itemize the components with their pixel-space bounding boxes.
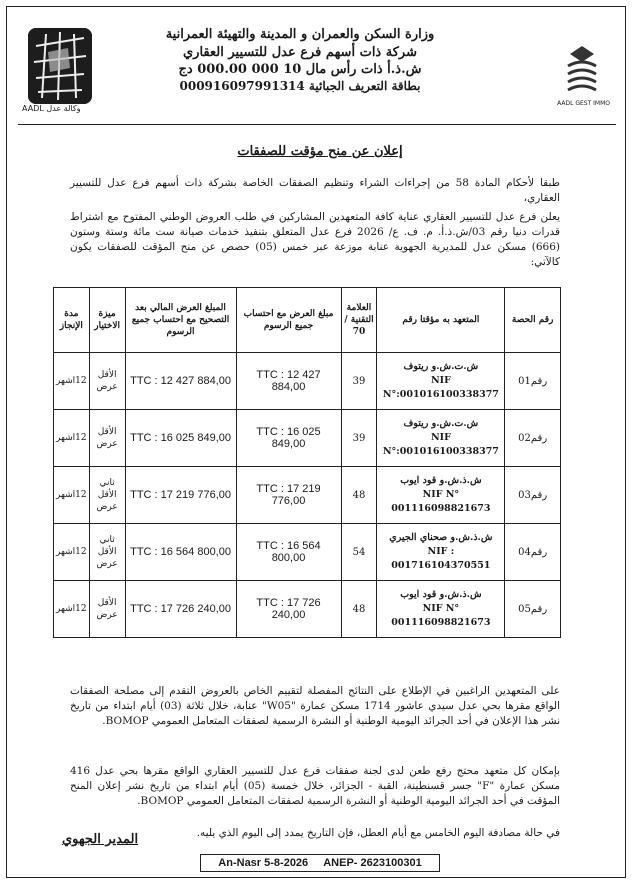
choice-criterion: ثاني الأقل عرض xyxy=(89,524,125,581)
gest-immo-logo xyxy=(558,40,606,100)
choice-criterion: الأقل عرض xyxy=(89,353,125,410)
col-bidder: المتعهد به مؤقتا رقم xyxy=(377,288,505,353)
technical-score: 48 xyxy=(341,581,377,638)
lot-number: رقم05 xyxy=(505,581,561,638)
bidder-name: ش.ت.ش.و ريتوف xyxy=(403,361,479,372)
bidder-cell xyxy=(377,353,505,410)
lot-number: رقم03 xyxy=(505,467,561,524)
technical-score: 39 xyxy=(341,353,377,410)
bidder-nif-label: NIF xyxy=(430,375,451,386)
execution-duration: 12اشهر xyxy=(54,467,90,524)
bidder-cell xyxy=(377,410,505,467)
choice-criterion: ثاني الأقل عرض xyxy=(89,467,125,524)
table-header-row xyxy=(54,288,561,353)
bidder-name: ش.ذ.ش.و قود ايوب xyxy=(400,589,482,600)
ministry-name: وزارة السكن والعمران و المدينة والتهيئة العمرانية xyxy=(165,27,435,42)
bidder-cell xyxy=(377,524,505,581)
table-row xyxy=(54,524,561,581)
execution-duration: 12اشهر xyxy=(54,524,90,581)
offer-amount: TTC : 16 025 849,00 xyxy=(236,410,341,467)
holiday-paragraph: في حالة مصادفة اليوم الخامس مع أيام العطل، فإن التاريخ يمدد إلى اليوم الذي يليه. xyxy=(196,827,560,839)
consultation-paragraph: على المتعهدين الراغبين في الإطلاع على النتائج المفصلة لتقييم الخاص بالعروض التقدم إلى مصلحة الصفقات الواقع مقرها بحي عدل سيدي عاشور 1714 مسكن عمارة "W05" عنابة، خلال ثلاثة (03) أيام ابتداء من تاريخ نشر هذا الإعلان في أحد الجرائد اليومية الوطنية أو النشرة الرسمية لصفقات المتعامل العمومي BOMOP. xyxy=(70,685,561,727)
col-amount-corrected: المبلغ العرض المالي بعد التصحيح مع احتساب جميع الرسوم xyxy=(125,288,236,353)
table-row xyxy=(54,467,561,524)
lot-number: رقم01 xyxy=(505,353,561,410)
table-row xyxy=(54,410,561,467)
company-capital: ش.ذ.أ ذات رأس مال 10 000 000.00 دج xyxy=(178,62,422,77)
bidder-nif-label: NIF xyxy=(430,432,451,443)
notice-title: إعلان عن منح مؤقت للصفقات xyxy=(237,144,403,159)
tax-id: بطاقة التعريف الجبائية 000916097991314 xyxy=(179,79,421,93)
bidder-name: ش.ذ.ش.و قود ايوب xyxy=(400,475,482,486)
intro-paragraph-1: طبقا لأحكام المادة 58 من إجراءات الشراء وتنظيم الصفقات الخاصة بشركة ذات أسهم فرع عدل للتسيير العقاري، xyxy=(70,177,561,204)
execution-duration: 12اشهر xyxy=(54,410,90,467)
corrected-amount: TTC : 16 025 849,00 xyxy=(125,410,236,467)
choice-criterion: الأقل عرض xyxy=(89,581,125,638)
execution-duration: 12اشهر xyxy=(54,581,90,638)
col-duration: مدة الإنجاز xyxy=(54,288,90,353)
corrected-amount: TTC : 17 219 776,00 xyxy=(125,467,236,524)
table-row xyxy=(54,581,561,638)
offer-amount: TTC : 12 427 884,00 xyxy=(236,353,341,410)
technical-score: 39 xyxy=(341,410,377,467)
company-name: شركة ذات أسهم فرع عدل للتسيير العقاري xyxy=(183,45,417,60)
col-amount: مبلغ العرض مع احتساب جميع الرسوم xyxy=(236,288,341,353)
corrected-amount: TTC : 16 564 800,00 xyxy=(125,524,236,581)
aadl-logo-caption: وكالة عدل AADL xyxy=(22,104,81,113)
bidder-nif: NIF : 001716104370551 xyxy=(391,546,491,571)
appeal-paragraph: بإمكان كل متعهد محتج رفع طعن لدى لجنة صفقات فرع عدل للتسيير العقاري الواقع مقرها بحي عدل 416 مسكن عمارة "F" جسر قسنطينة، القبة - الجزائر، خلال خمسة (05) أيام ابتداء من تاريخ نشر إعلان المنح المؤقت في أحد الجرائد اليومية الوطنية أو النشرة الرسمية لصفقات المتعامل العمومي BOMOP. xyxy=(70,765,560,807)
corrected-amount: TTC : 12 427 884,00 xyxy=(125,353,236,410)
choice-criterion: الأقل عرض xyxy=(89,410,125,467)
letterhead xyxy=(20,18,620,118)
bidder-cell xyxy=(377,467,505,524)
col-choice: ميزة الاختيار xyxy=(89,288,125,353)
offer-amount: TTC : 16 564 800,00 xyxy=(236,524,341,581)
bidder-nif: N°:001016100338377 xyxy=(382,389,499,400)
execution-duration: 12اشهر xyxy=(54,353,90,410)
header-divider xyxy=(18,124,616,125)
gest-immo-logo-caption: AADL GEST IMMO xyxy=(557,100,610,107)
publication-footer xyxy=(200,854,440,872)
signature-regional-director: المدير الجهوي xyxy=(62,832,139,847)
bidder-name: ش.ت.ش.و ريتوف xyxy=(403,418,479,429)
lot-number: رقم04 xyxy=(505,524,561,581)
aadl-logo xyxy=(28,28,92,104)
offer-amount: TTC : 17 726 240,00 xyxy=(236,581,341,638)
bidder-name: ش.ذ.ش.و صحناي الجيري xyxy=(389,532,493,543)
table-row xyxy=(54,353,561,410)
lot-number: رقم02 xyxy=(505,410,561,467)
bidder-nif: NIF N° 001116098821673 xyxy=(391,603,491,628)
col-lot: رقم الحصة xyxy=(505,288,561,353)
corrected-amount: TTC : 17 726 240,00 xyxy=(125,581,236,638)
bidder-nif: NIF N° 001116098821673 xyxy=(391,489,491,514)
newspaper-reference: An-Nasr 5-8-2026 xyxy=(218,857,309,869)
bidder-nif: N°:001016100338377 xyxy=(382,446,499,457)
bidder-cell xyxy=(377,581,505,638)
provisional-award-table xyxy=(53,287,561,638)
technical-score: 48 xyxy=(341,467,377,524)
header-text xyxy=(140,26,460,95)
intro-paragraph-2: يعلن فرع عدل للتسيير العقاري عناية كافة المتعهدين المشاركين في طلب العروض الوطني المفتوح مع اشتراط قدرات دنيا رقم 03/ش.ذ.أ. م. ف. ع/ 2026 فرع عدل المتعلق بتنفيذ خدمات صيانة ست مائة وستة وستون (666) مسكن عدل للمديرية الجهوية عنابة موزعة عبر خمس (05) حصص عن منح المؤقت للصفقات يكون كالآتي: xyxy=(70,211,560,268)
col-score: العلامة التقنية / 70 xyxy=(341,288,377,353)
anep-reference: ANEP- 2623100301 xyxy=(323,857,422,869)
offer-amount: TTC : 17 219 776,00 xyxy=(236,467,341,524)
technical-score: 54 xyxy=(341,524,377,581)
